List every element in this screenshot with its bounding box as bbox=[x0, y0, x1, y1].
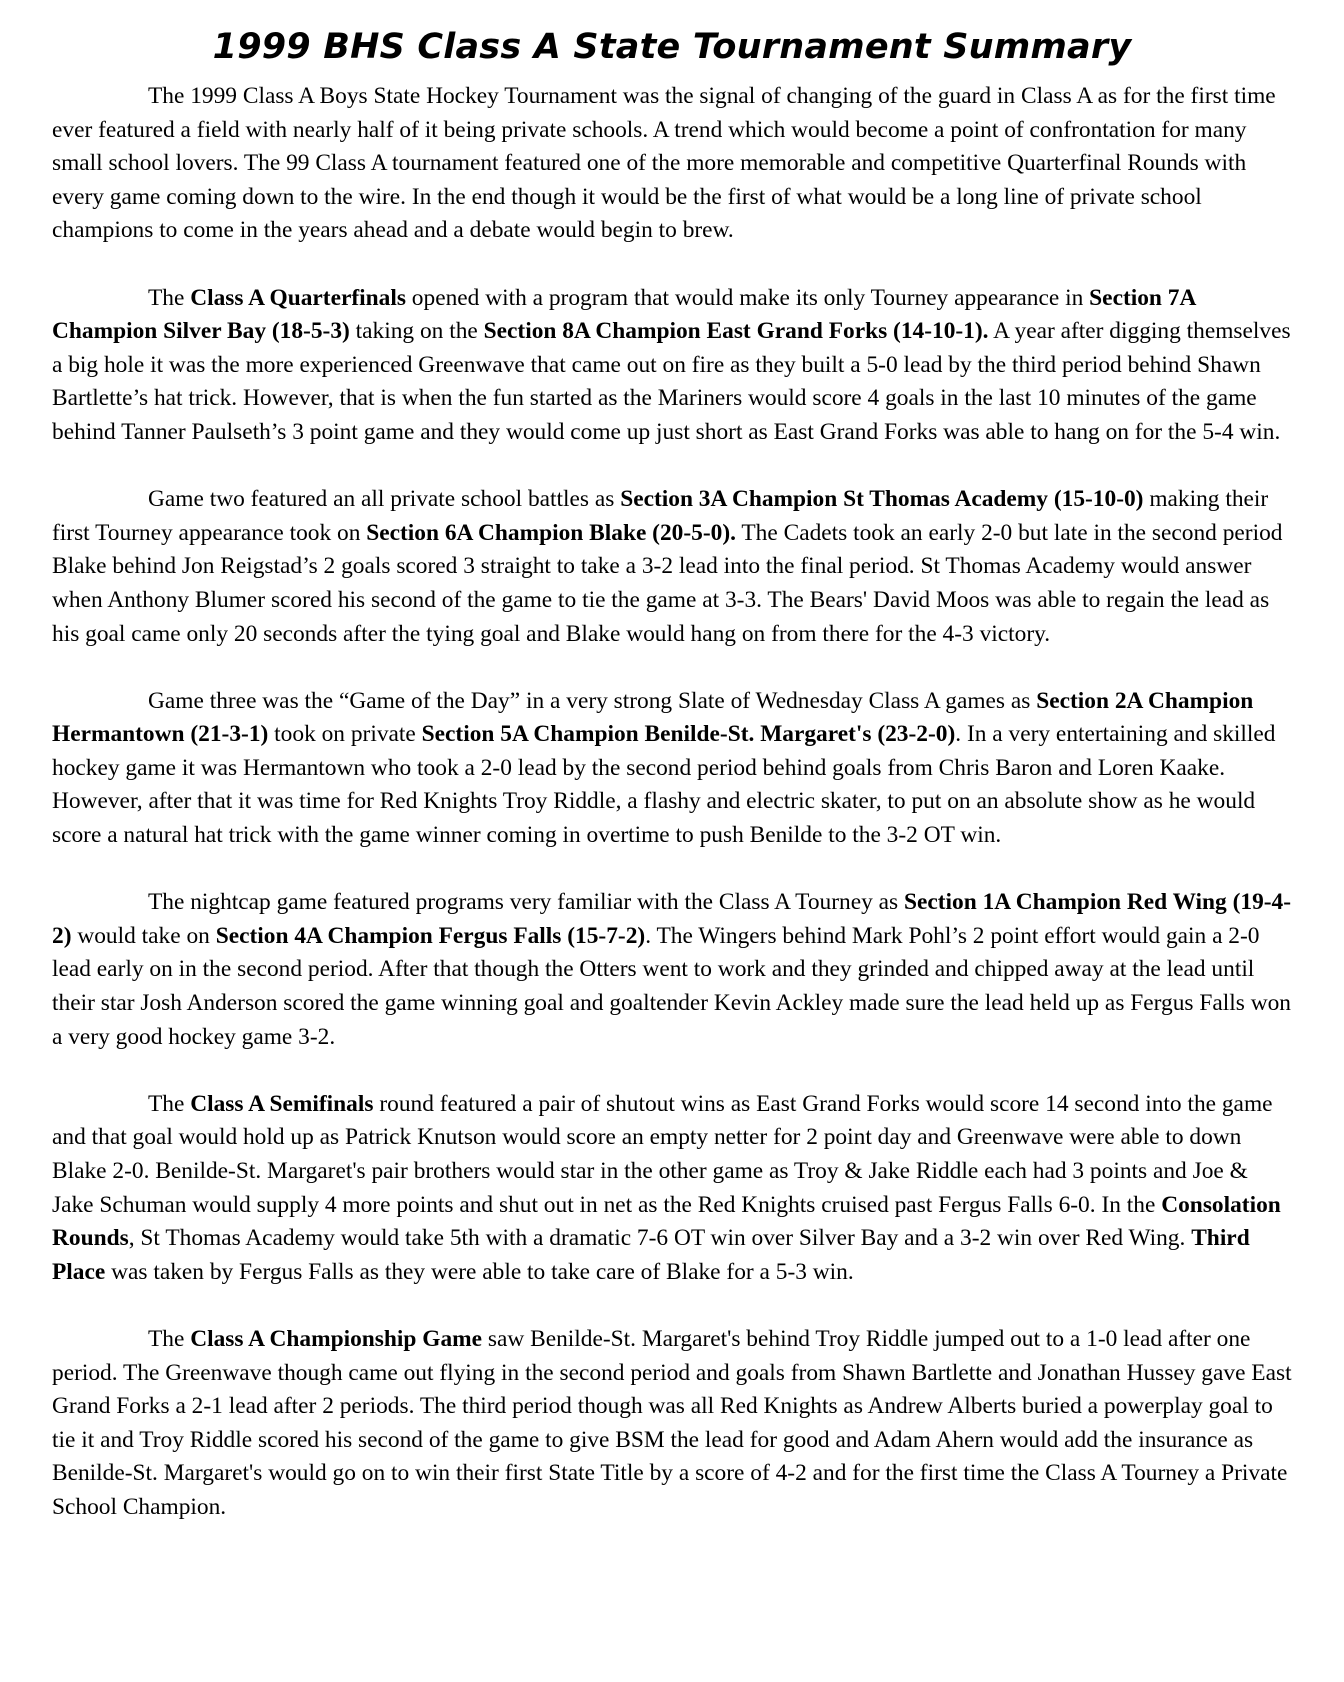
text-segment: The nightcap game featured programs very familiar with the Class A Tourney as bbox=[148, 889, 904, 916]
text-segment: The bbox=[148, 284, 191, 311]
text-segment: Game three was the “Game of the Day” in a very strong Slate of Wednesday Class A games as bbox=[148, 687, 1037, 714]
bold-heading-consolation-rounds: Consolation Rounds bbox=[52, 1191, 1281, 1252]
text-segment: . The Wingers behind Mark Pohl’s 2 point effort would gain a 2-0 lead early on in the second period. After that though the Otters went to work and they grinded and chipped away at the lead until their star Josh Anderson scored the game winning goal and goaltender Kevin Ackley made sure the lead held up as Fergus Falls won a very good hockey game 3-2. bbox=[52, 922, 1291, 1050]
paragraph-quarterfinals-game-two bbox=[52, 483, 1292, 651]
bold-heading-championship-game: Class A Championship Game bbox=[190, 1325, 483, 1352]
text-segment: took on private bbox=[268, 721, 422, 748]
text-segment: , St Thomas Academy would take 5th with a dramatic 7-6 OT win over Silver Bay and a 3-2 win over Red Wing. bbox=[128, 1225, 1192, 1252]
text-segment: opened with a program that would make its only Tourney appearance in bbox=[405, 284, 1090, 311]
bold-team-hermantown: Section 2A Champion Hermantown (21-3-1) bbox=[52, 687, 1254, 748]
text-segment: making their first Tourney appearance took on bbox=[52, 486, 1269, 546]
text-segment: The 1999 Class A Boys State Hockey Tournament was the signal of changing of the guard in Class A as for the first time ever featured a field with nearly half of it being private schools. A trend which would become a point of confrontation for many small school lovers. The 99 Class A tournament featured one of the more memorable and competitive Quarterfinal Rounds with every game coming down to the wire. In the end though it would be the first of what would be a long line of private school champions to come in the years ahead and a debate would begin to brew. bbox=[52, 83, 1276, 244]
text-segment: Game two featured an all private school battles as bbox=[148, 486, 621, 513]
bold-heading-quarterfinals: Class A Quarterfinals bbox=[190, 284, 406, 311]
text-segment: round featured a pair of shutout wins as East Grand Forks would score 14 second into the game and that goal would hold up as Patrick Knutson would score an empty netter for 2 point day and Greenwave were able to down Blake 2-0. Benilde-St. Margaret's pair brothers would star in the other game as Troy & Jake Riddle each had 3 points and Joe & Jake Schuman would supply 4 more points and shut out in net as the Red Knights cruised past Fergus Falls 6-0. In the bbox=[52, 1090, 1273, 1218]
text-segment: saw Benilde-St. Margaret's behind Troy Riddle jumped out to a 1-0 lead after one period. The Greenwave though came out flying in the second period and goals from Shawn Bartlette and Jonathan Hussey gave East Grand Forks a 2-1 lead after 2 periods. The third period though was all Red Knights as Andrew Alberts buried a powerplay goal to tie it and Troy Riddle scored his second of the game to give BSM the lead for good and Adam Ahern would add the insurance as Benilde-St. Margaret's would go on to win their first State Title by a score of 4-2 and for the first time the Class A Tourney a Private School Champion. bbox=[52, 1325, 1292, 1520]
bold-team-blake: Section 6A Champion Blake (20-5-0). bbox=[366, 519, 736, 546]
bold-team-fergus-falls: Section 4A Champion Fergus Falls (15-7-2) bbox=[215, 922, 646, 949]
bold-team-silver-bay: Section 7A Champion Silver Bay (18-5-3) bbox=[52, 284, 1196, 345]
bold-team-red-wing: Section 1A Champion Red Wing (19-4-2) bbox=[52, 889, 1292, 949]
text-segment: The bbox=[148, 1090, 191, 1117]
text-segment: was taken by Fergus Falls as they were able to take care of Blake for a 5-3 win. bbox=[105, 1258, 854, 1285]
paragraph-championship bbox=[52, 1323, 1292, 1525]
paragraph-intro bbox=[52, 80, 1292, 248]
bold-team-benilde-st-margarets: Section 5A Champion Benilde-St. Margaret's (23-2-0) bbox=[421, 721, 956, 748]
text-segment: The Cadets took an early 2-0 but late in the second period Blake behind Jon Reigstad’s 2 goals scored 3 straight to take a 3-2 lead into the final period. St Thomas Academy would answer when Anthony Blumer scored his second of the game to tie the game at 3-3. The Bears' David Moos was able to regain the lead as his goal came only 20 seconds after the tying goal and Blake would hang on from there for the 4-3 victory. bbox=[52, 519, 1283, 647]
text-segment: taking on the bbox=[349, 318, 484, 345]
bold-heading-semifinals: Class A Semifinals bbox=[190, 1090, 374, 1117]
text-segment: The bbox=[148, 1325, 191, 1352]
bold-team-st-thomas-academy: Section 3A Champion St Thomas Academy (15-10-0) bbox=[620, 486, 1144, 513]
bold-heading-third-place: Third Place bbox=[52, 1225, 1250, 1285]
text-segment: would take on bbox=[71, 922, 216, 949]
paragraph-quarterfinals-game-one bbox=[52, 282, 1292, 450]
bold-team-east-grand-forks: Section 8A Champion East Grand Forks (14-10-1). bbox=[483, 318, 989, 345]
text-segment: A year after digging themselves a big hole it was the more experienced Greenwave that came out on fire as they built a 5-0 lead by the third period behind Shawn Bartlette’s hat trick. However, that is when the fun started as the Mariners would score 4 goals in the last 10 minutes of the game behind Tanner Paulseth’s 3 point game and they would come up just short as East Grand Forks was able to hang on for the 5-4 win. bbox=[52, 318, 1291, 445]
paragraph-quarterfinals-game-three bbox=[52, 685, 1292, 853]
paragraph-semifinals bbox=[52, 1088, 1292, 1290]
document-title: 1999 BHS Class A State Tournament Summary bbox=[212, 27, 1132, 67]
text-segment: . In a very entertaining and skilled hockey game it was Hermantown who took a 2-0 lead by the second period behind goals from Chris Baron and Loren Kaake. However, after that it was time for Red Knights Troy Riddle, a flashy and electric skater, to put on an absolute show as he would score a natural hat trick with the game winner coming in overtime to push Benilde to the 3-2 OT win. bbox=[52, 721, 1276, 849]
paragraph-quarterfinals-game-four bbox=[52, 886, 1292, 1054]
